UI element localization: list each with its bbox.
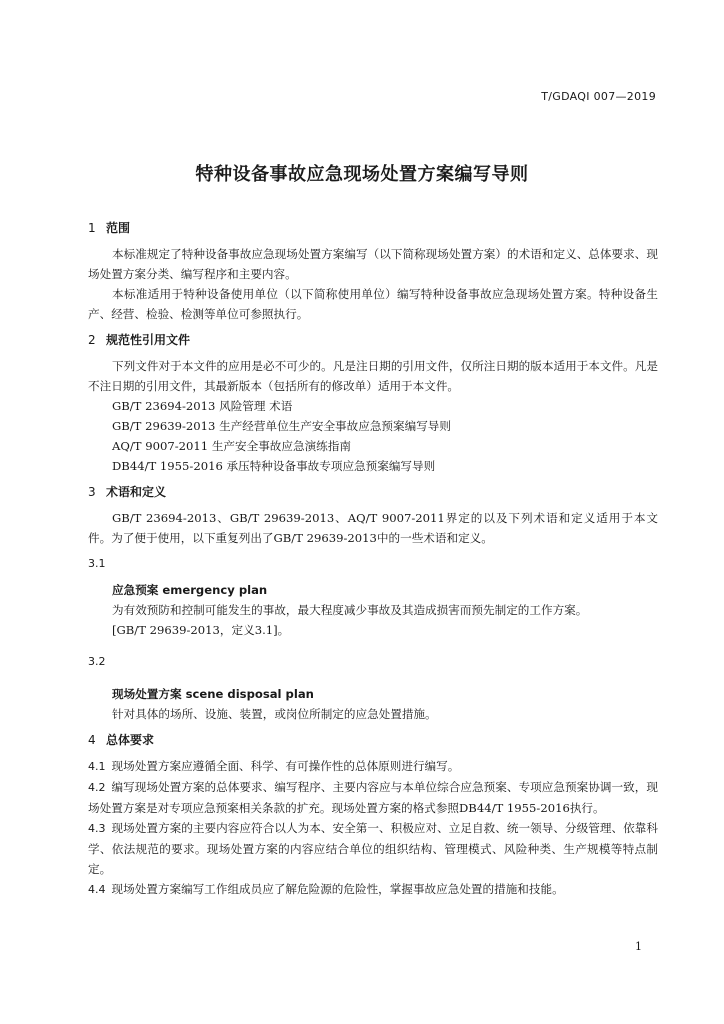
requirement-item [88,818,658,879]
scope-paragraph-2: 本标准适用于特种设备使用单位（以下简称使用单位）编写特种设备事故应急现场处置方案。特种设备生产、经营、检验、检测等单位可参照执行。 [88,287,658,321]
section-number: 2 [88,333,96,347]
references-paragraph: 下列文件对于本文件的应用是必不可少的。凡是注日期的引用文件，仅所注日期的版本适用于本文件。凡是不注日期的引用文件，其最新版本（包括所有的修改单）适用于本文件。 [88,359,658,393]
reference-item: AQ/T 9007-2011 生产安全事故应急演练指南 [112,439,351,453]
document-title: 特种设备事故应急现场处置方案编写导则 [195,164,529,185]
requirement-number: 4.4 [88,883,106,896]
requirement-text: 现场处置方案的主要内容应符合以人为本、安全第一、积极应对、立足自救、统一领导、分级管理、依靠科学、依法规范的要求。现场处置方案的内容应结合单位的组织结构、管理模式、风险种类、生产规模等特点制定。 [88,821,658,876]
section-title: 范围 [106,221,131,235]
document-body [88,218,658,900]
requirement-item [88,756,658,777]
requirement-text: 现场处置方案应遵循全面、科学、有可操作性的总体原则进行编写。 [111,759,460,773]
section-heading-normative-references [88,330,658,350]
requirement-text: 编写现场处置方案的总体要求、编写程序、主要内容应与本单位综合应急预案、专项应急预案协调一致，现场处置方案是对专项应急预案相关条款的扩充。现场处置方案的格式参照DB44/T 1955-2016执行。 [88,780,658,815]
reference-item: GB/T 29639-2013 生产经营单位生产安全事故应急预案编写导则 [112,419,451,433]
section-title: 术语和定义 [106,485,167,499]
requirement-number: 4.3 [88,822,106,835]
section-title: 规范性引用文件 [106,333,191,347]
term-source: [GB/T 29639-2013，定义3.1]。 [112,623,290,637]
section-heading-scope [88,218,658,238]
term-name: 现场处置方案 scene disposal plan [112,687,314,701]
section-heading-terms [88,482,658,502]
term-definition: 为有效预防和控制可能发生的事故，最大程度减少事故及其造成损害而预先制定的工作方案。 [112,603,588,617]
section-title: 总体要求 [106,733,155,747]
section-heading-general-requirements [88,730,658,750]
reference-item: DB44/T 1955-2016 承压特种设备事故专项应急预案编写导则 [112,459,436,473]
requirement-text: 现场处置方案编写工作组成员应了解危险源的危险性，掌握事故应急处置的措施和技能。 [111,882,564,896]
requirement-item [88,879,658,900]
section-number: 1 [88,221,96,235]
requirement-item [88,777,658,818]
term-name: 应急预案 emergency plan [112,583,268,597]
requirement-number: 4.2 [88,781,106,794]
requirement-number: 4.1 [88,760,106,773]
section-number: 4 [88,733,96,747]
term-number: 3.2 [88,655,106,668]
reference-item: GB/T 23694-2013 风险管理 术语 [112,399,293,413]
term-definition: 针对具体的场所、设施、装置，或岗位所制定的应急处置措施。 [112,707,437,721]
document-code: T/GDAQI 007—2019 [541,90,656,103]
terms-paragraph: GB/T 23694-2013、GB/T 29639-2013、AQ/T 9007-2011界定的以及下列术语和定义适用于本文件。为了便于使用，以下重复列出了GB/T 29639-2013中的一些术语和定义。 [88,511,658,545]
page-number: 1 [635,940,642,953]
term-number: 3.1 [88,557,106,570]
section-number: 3 [88,485,96,499]
scope-paragraph-1: 本标准规定了特种设备事故应急现场处置方案编写（以下简称现场处置方案）的术语和定义、总体要求、现场处置方案分类、编写程序和主要内容。 [88,247,658,281]
